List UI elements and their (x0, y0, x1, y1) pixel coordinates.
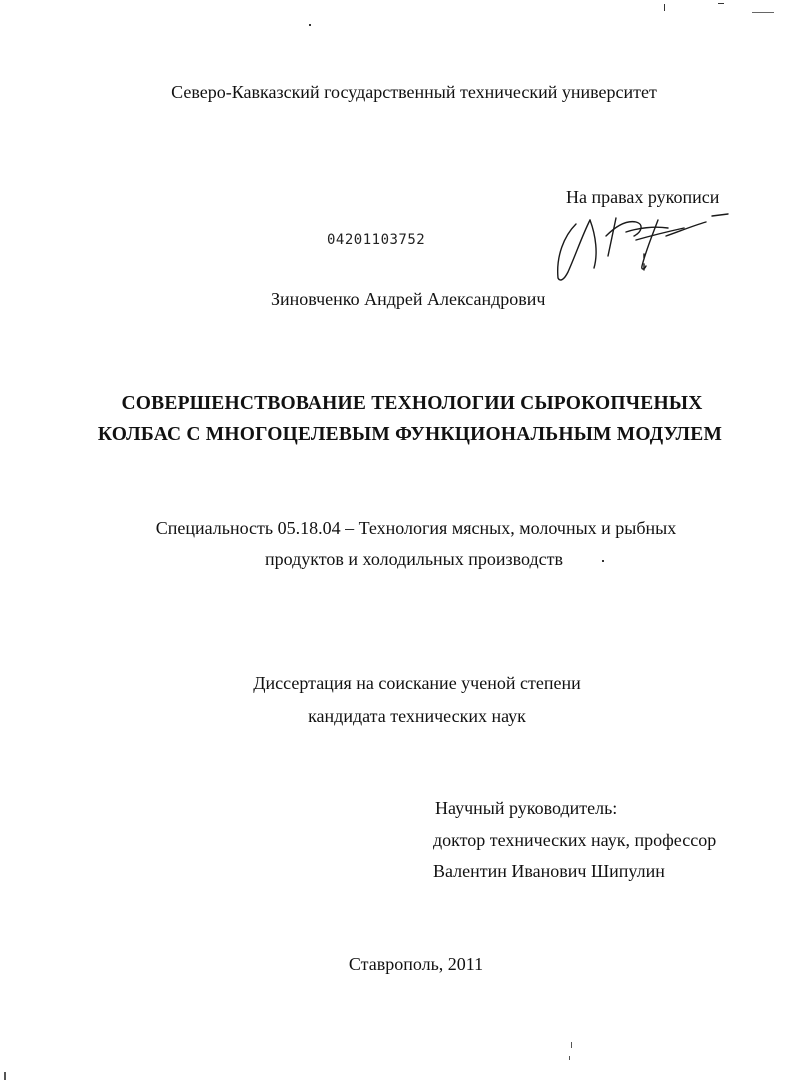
specialty-line-2: продуктов и холодильных производств (264, 549, 564, 569)
manuscript-rights-note: На правах рукописи (566, 187, 720, 207)
scan-speck (718, 3, 724, 4)
dissertation-type-line-1: Диссертация на соискание ученой степени (253, 673, 581, 693)
dissertation-title-line-2: КОЛБАС С МНОГОЦЕЛЕВЫМ ФУНКЦИОНАЛЬНЫМ МОДУЛЕМ (97, 424, 723, 445)
supervisor-degree: доктор технических наук, профессор (433, 830, 717, 850)
specialty-line-1: Специальность 05.18.04 – Технология мясных, молочных и рыбных (155, 518, 677, 538)
supervisor-label: Научный руководитель: (435, 798, 618, 818)
supervisor-name: Валентин Иванович Шипулин (433, 861, 665, 881)
author-signature (546, 206, 736, 286)
registration-code: 04201103752 (327, 232, 426, 248)
dissertation-title-line-1: СОВЕРШЕНСТВОВАНИЕ ТЕХНОЛОГИИ СЫРОКОПЧЕНЫХ (121, 393, 703, 414)
scan-speck (309, 24, 311, 26)
scan-speck (664, 4, 665, 11)
scan-speck (569, 1056, 570, 1060)
author-name: Зиновченко Андрей Александрович (271, 289, 546, 309)
city-and-year: Ставрополь, 2011 (348, 954, 484, 974)
university-name: Северо-Кавказский государственный технический университет (171, 82, 657, 102)
scan-speck (602, 560, 604, 562)
scan-speck (571, 1042, 572, 1048)
scan-speck (4, 1072, 6, 1080)
dissertation-type-line-2: кандидата технических наук (308, 706, 526, 726)
scan-speck (752, 12, 774, 13)
